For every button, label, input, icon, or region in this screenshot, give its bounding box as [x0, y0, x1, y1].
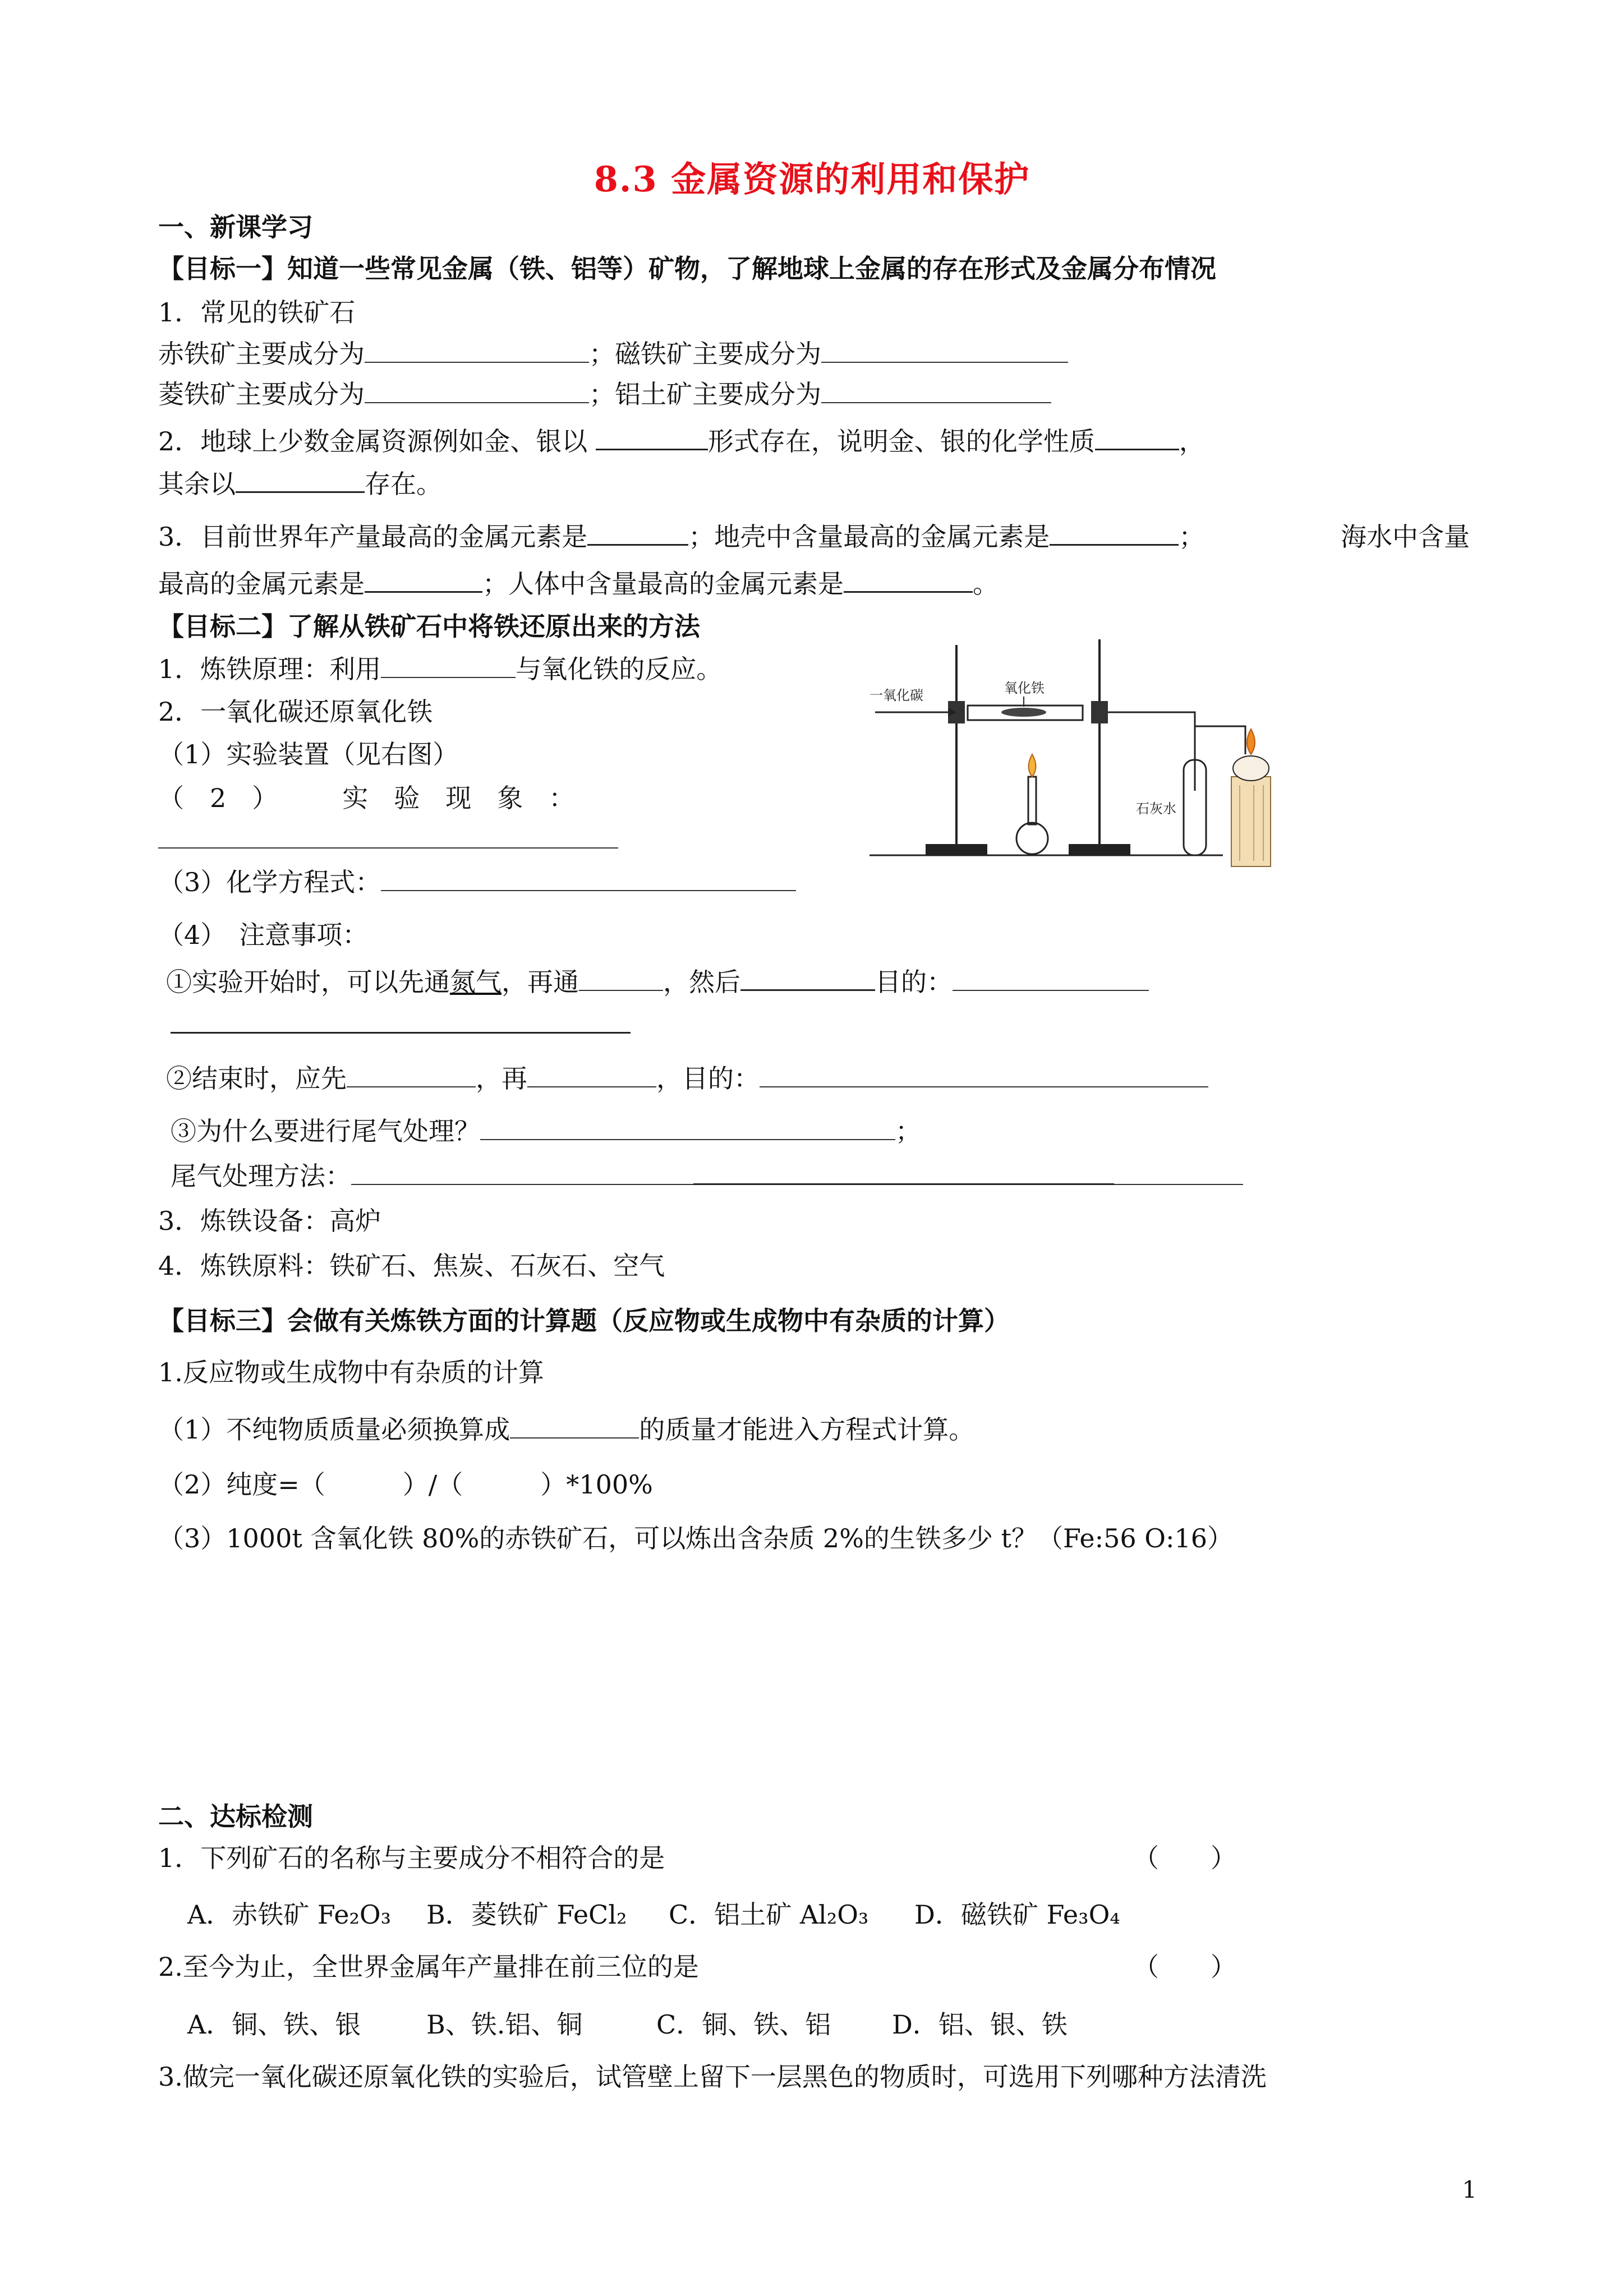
item-most-abundant-metals-cont	[158, 569, 999, 600]
iron-ore-problem: （3）1000t 含氧化铁 80%的赤铁矿石，可以炼出含杂质 2%的生铁多少 t？（Fe:56 O:16）	[158, 1523, 1234, 1553]
precaution-start-text-e: 目的：	[875, 967, 953, 997]
occurrence-text-a: 2．地球上少数金属资源例如金、银以	[158, 426, 588, 457]
item-iron-ores: 1．常见的铁矿石	[158, 297, 356, 328]
tail-gas-reason-end: ；	[895, 1116, 921, 1146]
principle-text-a: 1．炼铁原理：利用	[158, 654, 381, 684]
tail-gas-method-blank-c[interactable]	[1114, 1183, 1243, 1185]
exhaust-pipe	[1195, 726, 1245, 754]
precaution-end-text-c: ，目的：	[656, 1063, 760, 1094]
impurity-calc-sub1	[158, 1414, 974, 1445]
end-first-blank[interactable]	[347, 1086, 476, 1087]
smelting-materials: 4．炼铁原料：铁矿石、焦炭、石灰石、空气	[158, 1251, 665, 1281]
question-2: 2.至今为止，全世界金属年产量排在前三位的是	[158, 1952, 699, 1982]
precaution-start-text-d: ，然后	[663, 967, 740, 997]
occurrence-form-blank[interactable]	[596, 448, 708, 450]
seawater-blank[interactable]	[365, 591, 482, 593]
question-1-answer-paren[interactable]: （ ）	[1133, 1843, 1236, 1873]
limewater-label: 石灰水	[1136, 801, 1176, 817]
equation-line	[158, 867, 796, 898]
section-heading-new-lesson: 一、新课学习	[158, 212, 313, 242]
co-label: 一氧化碳	[869, 688, 923, 703]
start-purpose-blank[interactable]	[953, 989, 1149, 991]
tail-gas-method	[171, 1161, 1243, 1192]
principle-text-b: 与氧化铁的反应。	[516, 654, 723, 684]
start-purpose-blank-cont[interactable]	[171, 1031, 631, 1034]
phenomenon-blank-line	[158, 824, 618, 855]
abundance-text-a: 3．目前世界年产量最高的金属元素是	[158, 522, 588, 552]
reducing-agent-blank[interactable]	[381, 676, 516, 678]
precaution-start-cont	[171, 1009, 631, 1040]
phenomenon-line: （ 2 ） 实 验 现 象 ：	[158, 783, 575, 813]
item-most-abundant-metals	[158, 522, 1204, 552]
tail-gas-method-blank-a[interactable]	[351, 1183, 693, 1185]
burner-tube	[1028, 777, 1036, 824]
magnetite-blank[interactable]	[821, 361, 1068, 363]
page-title: 8.3 金属资源的利用和保护	[594, 159, 1030, 200]
tail-gas-method-text: 尾气处理方法：	[171, 1161, 351, 1191]
question-2-answer-paren[interactable]: （ ）	[1133, 1952, 1236, 1982]
impurity-calc-sub1-b: 的质量才能进入方程式计算。	[639, 1414, 975, 1445]
question-2-option-d[interactable]: D．铝、银、铁	[892, 2009, 1068, 2040]
world-output-blank[interactable]	[587, 543, 688, 546]
co-reduction-heading: 2．一氧化碳还原氧化铁	[158, 697, 433, 727]
goal-two-heading: 【目标二】了解从铁矿石中将铁还原出来的方法	[158, 611, 700, 642]
end-then-blank[interactable]	[527, 1086, 656, 1087]
abundance-text-d: 海水中含量	[1341, 522, 1470, 552]
lamp-flame	[1247, 729, 1255, 754]
section-heading-assessment: 二、达标检测	[158, 1801, 313, 1832]
siderite-label: 菱铁矿主要成分为	[158, 379, 365, 409]
pure-substance-blank[interactable]	[510, 1437, 639, 1439]
burner-body	[1016, 823, 1048, 854]
page-number: 1	[1462, 2176, 1477, 2203]
tail-gas-reason	[171, 1116, 921, 1147]
occurrence-text-b: 形式存在，说明金、银的化学性质	[707, 426, 1095, 457]
iron-oxide-label: 氧化铁	[1004, 680, 1045, 696]
wooden-block	[1231, 777, 1271, 866]
abundance-text-b: ；地壳中含量最高的金属元素是	[688, 522, 1050, 552]
question-1-option-a[interactable]: A．赤铁矿 Fe₂O₃	[187, 1899, 392, 1930]
bauxite-label: ；铝土矿主要成分为	[589, 379, 821, 409]
precaution-end	[166, 1063, 1208, 1094]
gas-blank[interactable]	[579, 989, 663, 991]
tail-gas-reason-text: ③为什么要进行尾气处理？	[171, 1116, 480, 1146]
tail-gas-method-blank-b[interactable]	[693, 1183, 1114, 1185]
equation-label: （3）化学方程式：	[158, 867, 381, 897]
item-metal-occurrence-cont	[158, 469, 442, 500]
precaution-end-text-b: ，再	[476, 1063, 527, 1094]
item-metal-occurrence	[158, 426, 1205, 457]
outlet-pipe	[1108, 712, 1195, 791]
precaution-end-text-a: ②结束时，应先	[166, 1063, 347, 1094]
clamp-right	[1091, 701, 1108, 723]
siderite-blank[interactable]	[365, 402, 589, 403]
then-blank[interactable]	[740, 989, 875, 991]
smelting-principle	[158, 654, 722, 685]
bauxite-blank[interactable]	[821, 402, 1051, 403]
occurrence-text-e: 存在。	[365, 469, 442, 499]
magnetite-label: ；磁铁矿主要成分为	[589, 339, 821, 369]
precautions-heading: （4） 注意事项：	[158, 920, 369, 950]
tail-gas-reason-blank[interactable]	[480, 1138, 895, 1140]
occurrence-text-d: 其余以	[158, 469, 236, 499]
property-blank[interactable]	[1095, 448, 1179, 450]
question-2-option-b[interactable]: B、铁.铝、铜	[426, 2009, 583, 2040]
occurrence-text-c: ，	[1179, 426, 1205, 457]
abundance-text-g: 。	[973, 569, 999, 599]
abundance-text-f: ；人体中含量最高的金属元素是	[482, 569, 844, 599]
end-purpose-blank[interactable]	[760, 1086, 1208, 1087]
other-form-blank[interactable]	[236, 491, 365, 493]
hematite-label: 赤铁矿主要成分为	[158, 339, 365, 369]
impurity-calc-sub1-a: （1）不纯物质质量必须换算成	[158, 1414, 510, 1445]
precaution-start-text-a: ①实验开始时，可以先通	[166, 967, 450, 997]
question-1-option-c[interactable]: C．铝土矿 Al₂O₃	[669, 1899, 869, 1930]
precaution-start-nitrogen: 氮气	[450, 967, 502, 997]
goal-three-heading: 【目标三】会做有关炼铁方面的计算题（反应物或生成物中有杂质的计算）	[158, 1306, 1010, 1336]
ore-composition-line-1	[158, 339, 1068, 370]
iron-oxide-powder	[1001, 708, 1046, 717]
question-3: 3.做完一氧化碳还原氧化铁的实验后，试管壁上留下一层黑色的物质时，可选用下列哪种方法清洗	[158, 2062, 1267, 2092]
burner-flame	[1029, 754, 1036, 777]
purity-formula: （2）纯度=（ ）/（ ）*100%	[158, 1469, 653, 1500]
question-1-option-d[interactable]: D．磁铁矿 Fe₃O₄	[914, 1899, 1120, 1930]
apparatus-diagram	[864, 634, 1290, 869]
question-2-option-a[interactable]: A．铜、铁、银	[187, 2009, 361, 2040]
apparatus-line: （1）实验装置（见右图）	[158, 739, 459, 769]
alcohol-lamp	[1233, 756, 1269, 781]
apparatus-svg	[864, 634, 1290, 869]
abundance-text-c: ；	[1179, 522, 1205, 552]
human-body-blank[interactable]	[844, 591, 973, 593]
precaution-start-text-c: ，再通	[502, 967, 579, 997]
abundance-text-e: 最高的金属元素是	[158, 569, 365, 599]
smelting-equipment: 3．炼铁设备：高炉	[158, 1206, 381, 1236]
precaution-start	[166, 967, 1149, 998]
question-1: 1．下列矿石的名称与主要成分不相符合的是	[158, 1843, 665, 1873]
ore-composition-line-2	[158, 379, 1051, 410]
question-1-option-b[interactable]: B．菱铁矿 FeCl₂	[426, 1899, 627, 1930]
crust-blank[interactable]	[1050, 543, 1179, 546]
hematite-blank[interactable]	[365, 361, 589, 363]
equation-blank[interactable]	[381, 889, 796, 891]
impurity-calc-heading: 1.反应物或生成物中有杂质的计算	[158, 1357, 544, 1387]
goal-one-heading: 【目标一】知道一些常见金属（铁、铝等）矿物，了解地球上金属的存在形式及金属分布情况	[158, 253, 1216, 284]
phenomenon-blank[interactable]	[158, 847, 618, 849]
question-2-option-c[interactable]: C．铜、铁、铝	[656, 2009, 831, 2040]
